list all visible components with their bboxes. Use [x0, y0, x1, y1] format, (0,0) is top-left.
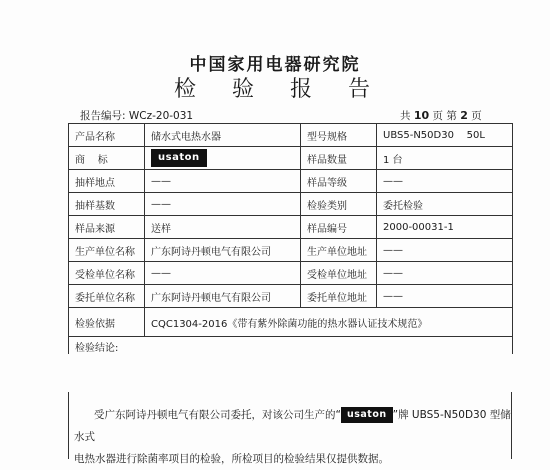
info-table	[68, 123, 513, 354]
table-row	[69, 239, 513, 262]
client-addr-value: ——	[377, 285, 513, 308]
client-label: 委托单位名称	[69, 285, 145, 308]
page-counter	[400, 108, 482, 123]
grade-value: ——	[377, 170, 513, 193]
inspected-addr-value: ——	[377, 262, 513, 285]
table-row	[69, 170, 513, 193]
model-value: UBS5-N50D30 50L	[377, 124, 513, 147]
inspected-label: 受检单位名称	[69, 262, 145, 285]
page-suffix: 页	[471, 110, 482, 122]
qty-value: 1 台	[377, 147, 513, 170]
client-value: 广东阿诗丹顿电气有限公司	[145, 285, 301, 308]
document-title: 检验报告	[173, 77, 406, 102]
inspected-value: ——	[145, 262, 301, 285]
table-row	[69, 124, 513, 147]
sample-base-label: 抽样基数	[69, 193, 145, 216]
page-mid: 页 第	[432, 110, 457, 122]
trademark-label: 商 标	[69, 147, 145, 170]
grade-label: 样品等级	[301, 170, 377, 193]
sample-no-label: 样品编号	[301, 216, 377, 239]
producer-label: 生产单位名称	[69, 239, 145, 262]
page-total: 10	[413, 109, 430, 122]
source-value: 送样	[145, 216, 301, 239]
trademark-value	[145, 147, 301, 170]
conclusion-text	[74, 404, 512, 470]
producer-value: 广东阿诗丹顿电气有限公司	[145, 239, 301, 262]
table-row	[69, 147, 513, 170]
page-prefix: 共	[400, 110, 411, 122]
table-row	[69, 308, 513, 337]
page-current: 2	[460, 109, 468, 122]
table-row	[69, 262, 513, 285]
sample-place-label: 抽样地点	[69, 170, 145, 193]
client-addr-label: 委托单位地址	[301, 285, 377, 308]
table-row	[69, 285, 513, 308]
sample-place-value: ——	[145, 170, 301, 193]
report-number: 报告编号: WCz-20-031	[80, 110, 194, 122]
source-label: 样品来源	[69, 216, 145, 239]
basis-value: CQC1304-2016《带有紫外除菌功能的热水器认证技术规范》	[145, 308, 513, 337]
test-type-label: 检验类别	[301, 193, 377, 216]
table-row	[69, 216, 513, 239]
model-label: 型号规格	[301, 124, 377, 147]
conclusion-label: 检验结论:	[69, 337, 513, 355]
sample-no-value: 2000-00031-1	[377, 216, 513, 239]
test-type-value: 委托检验	[377, 193, 513, 216]
institute-name: 中国家用电器研究院	[189, 55, 361, 75]
conclusion-part1: 受广东阿诗丹顿电气有限公司委托，对该公司生产的“	[94, 409, 341, 421]
table-row	[69, 193, 513, 216]
producer-addr-label: 生产单位地址	[301, 239, 377, 262]
qty-label: 样品数量	[301, 147, 377, 170]
producer-addr-value: ——	[377, 239, 513, 262]
product-name-label: 产品名称	[69, 124, 145, 147]
product-name-value: 储水式电热水器	[145, 124, 301, 147]
table-border-left	[68, 392, 69, 459]
brand-logo: usaton	[151, 149, 207, 167]
brand-logo-inline: usaton	[341, 407, 393, 423]
table-row	[69, 337, 513, 355]
basis-label: 检验依据	[69, 308, 145, 337]
conclusion-line2: 电热水器进行除菌率项目的检验，所检项目的检验结果仅提供数据。	[74, 453, 389, 465]
sample-base-value: ——	[145, 193, 301, 216]
conclusion-part2: ”牌 UBS5-N50D30 型储水式	[74, 409, 511, 443]
inspected-addr-label: 受检单位地址	[301, 262, 377, 285]
